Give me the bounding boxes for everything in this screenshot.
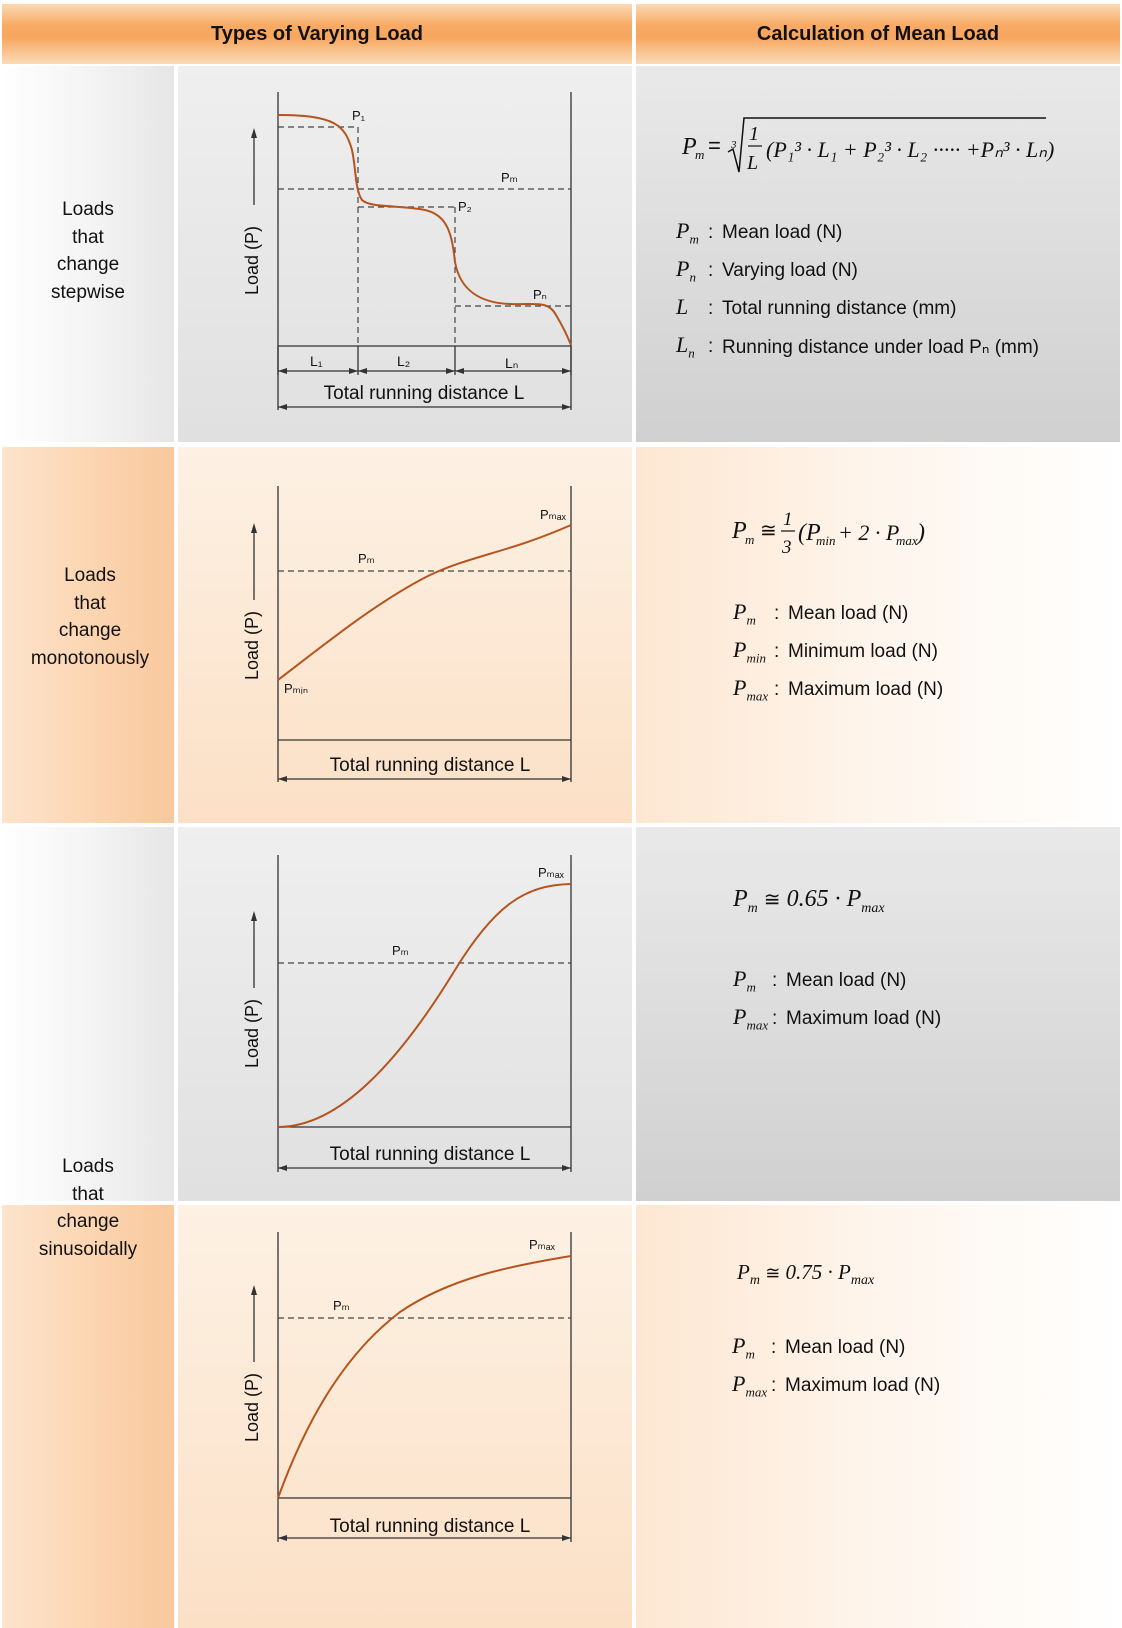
svg-text:(P₁³ · L₁ + P₂³ · L₂ ····· +Pₙ: (P₁³ · L₁ + P₂³ · L₂ ····· +Pₙ³ · Lₙ): [766, 137, 1055, 162]
svg-text:3: 3: [782, 537, 792, 558]
y-axis-label: Load (P): [242, 610, 262, 680]
x-axis-label: Total running distance L: [329, 1516, 531, 1537]
header-calculation: Calculation of Mean Load: [636, 4, 1120, 64]
svg-text:L: L: [747, 152, 759, 174]
svg-text:1: 1: [783, 509, 793, 530]
label-pm: Pₘ: [501, 170, 518, 185]
label-l2: L₂: [397, 353, 411, 369]
type-label-sinusoidal: Loads that change sinusoidally: [38, 1156, 138, 1260]
y-axis-label: Load (P): [242, 998, 262, 1068]
svg-text:+ 2 · P: + 2 · P: [838, 520, 900, 545]
type-label-stepwise: Loads that change stepwise: [51, 199, 125, 303]
label-p1: P₁: [352, 108, 366, 123]
def-text-ln: Running distance under load Pₙ (mm): [722, 337, 1040, 358]
def-text-pn: Varying load (N): [722, 260, 858, 281]
formula-sinusoidal-a: $P_m$ ≅ $0.65 \cdot P_{max}$: [733, 886, 885, 916]
y-axis-label: Load (P): [242, 225, 262, 295]
def-sym-l: L: [676, 294, 689, 319]
header-types: Types of Varying Load: [2, 4, 632, 64]
formula-sinusoidal-b: $P_m$ ≅ $0.75 \cdot P_{max}$: [737, 1260, 875, 1289]
label-pmax: Pₘₐₓ: [540, 507, 566, 522]
label-pm: Pₘ: [333, 1298, 350, 1313]
svg-text:1: 1: [749, 123, 759, 145]
label-ln: Lₙ: [505, 355, 519, 371]
def-text-pm: Mean load (N): [788, 603, 909, 624]
svg-text:3: 3: [731, 139, 737, 151]
label-pm: Pₘ: [358, 551, 375, 566]
svg-text:): ): [917, 520, 925, 546]
label-pmax: Pₘₐₓ: [538, 865, 564, 880]
svg-text:min: min: [816, 533, 836, 548]
svg-text:=: =: [708, 133, 721, 158]
label-p2: P₂: [458, 199, 472, 214]
def-text-pm: Mean load (N): [785, 1337, 906, 1358]
def-text-pmin: Minimum load (N): [788, 641, 938, 662]
label-pm: Pₘ: [392, 943, 409, 958]
def-sym-pn: $P_n$: [676, 256, 696, 285]
svg-text:≅: ≅: [760, 520, 777, 542]
def-text-pm: Mean load (N): [722, 222, 843, 243]
x-axis-label: Total running distance L: [329, 1144, 531, 1165]
svg-text:P: P: [682, 134, 697, 160]
label-l1: L₁: [310, 353, 323, 369]
x-axis-label: Total running distance L: [323, 383, 525, 404]
label-pmax: Pₘₐₓ: [529, 1237, 555, 1252]
def-text-pmax: Maximum load (N): [785, 1375, 941, 1396]
type-label-monotonous: Loads that change monotonously: [30, 565, 150, 669]
label-pmin: Pₘᵢₙ: [284, 681, 308, 696]
svg-text:max: max: [896, 533, 918, 548]
def-sym-ln: $L_n$: [676, 332, 695, 361]
def-sym-pm: $P_m$: [676, 218, 699, 247]
def-text-pm: Mean load (N): [786, 970, 907, 991]
def-text-l: Total running distance (mm): [722, 298, 957, 319]
svg-text:m: m: [745, 532, 755, 547]
svg-text:(P: (P: [798, 520, 821, 546]
def-text-pmax: Maximum load (N): [786, 1008, 942, 1029]
label-pn: Pₙ: [533, 287, 547, 302]
svg-text:P: P: [732, 518, 747, 544]
y-axis-label: Load (P): [242, 1372, 262, 1442]
x-axis-label: Total running distance L: [329, 755, 531, 776]
def-text-pmax: Maximum load (N): [788, 679, 944, 700]
svg-text:m: m: [695, 147, 705, 162]
